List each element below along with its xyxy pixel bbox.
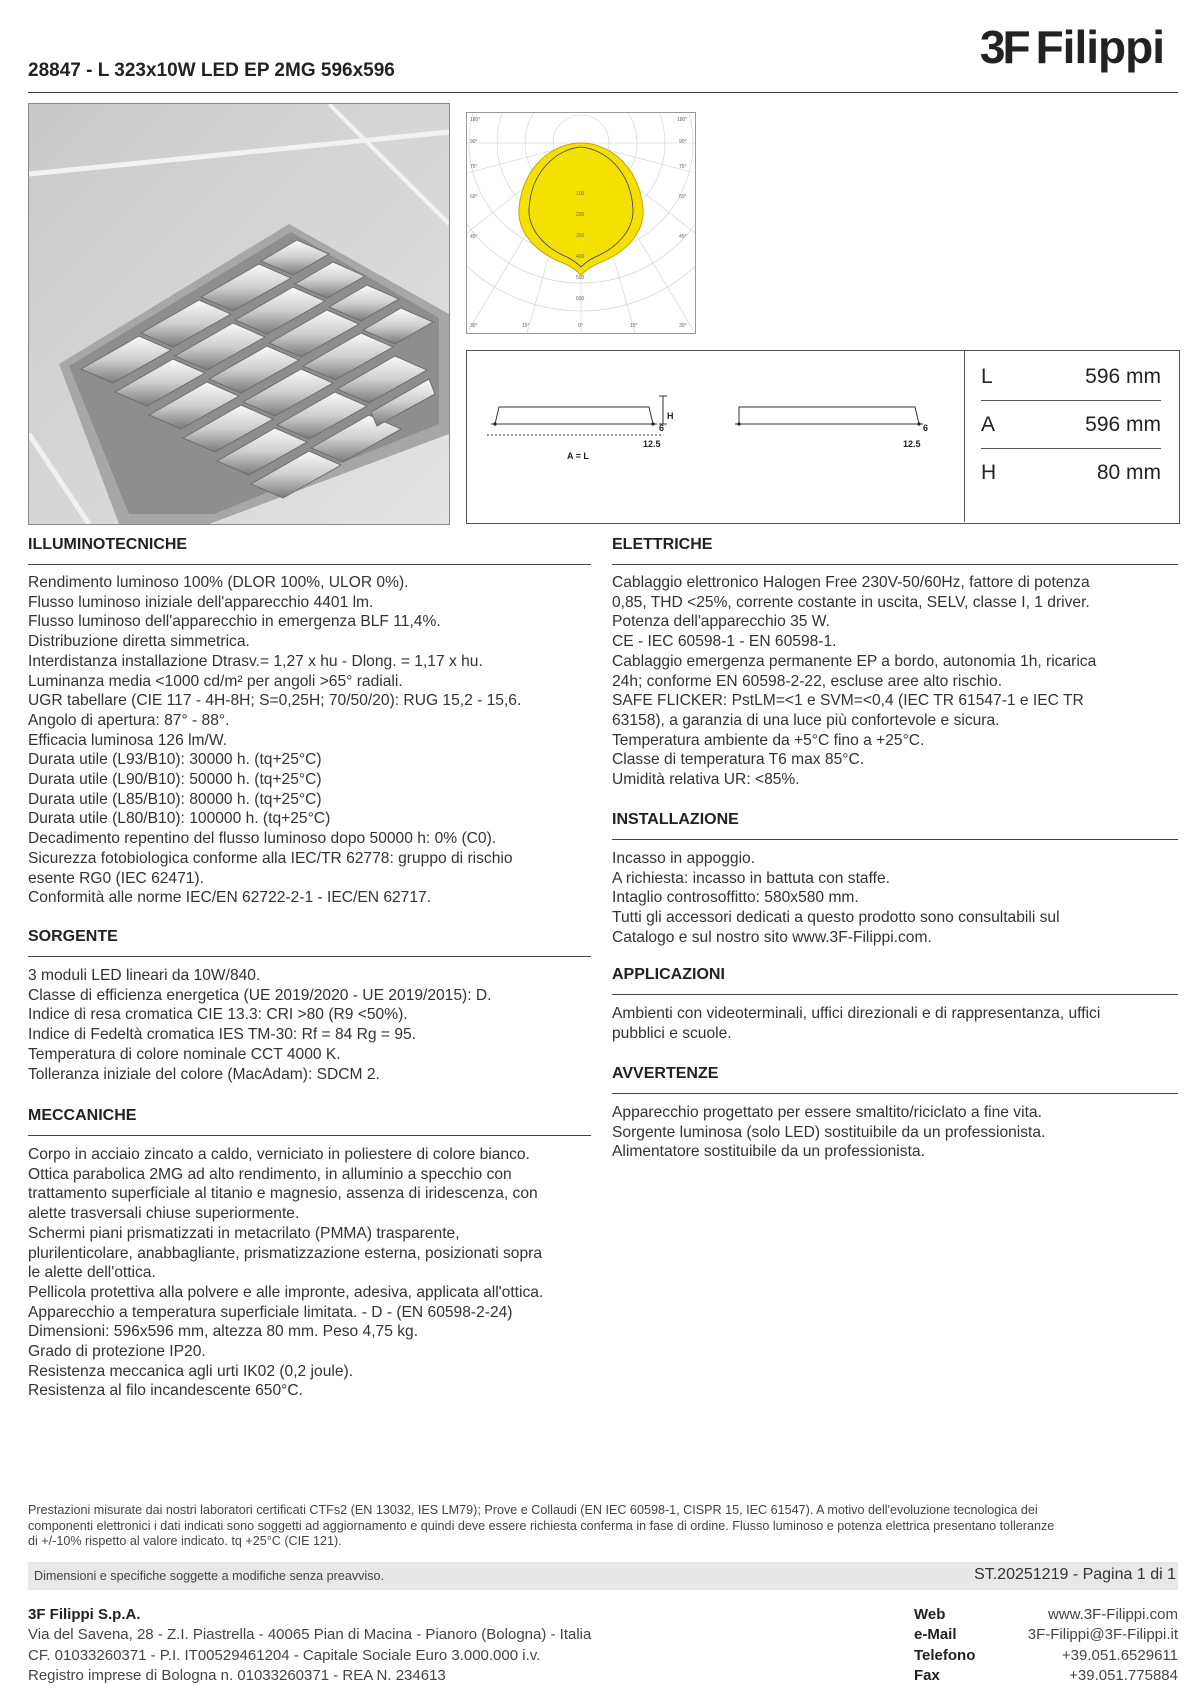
text-line: 0,85, THD <25%, corrente costante in uscita, SELV, classe I, 1 driver.	[612, 593, 1090, 611]
text-line: trattamento superficiale al titanio e magnesio, assenza di iridescenza, con	[28, 1185, 538, 1203]
text-line: Luminanza media <1000 cd/m² per angoli >65° radiali.	[28, 672, 403, 690]
polar-diagram-graphic	[467, 113, 695, 333]
section-divider	[28, 1135, 591, 1136]
polar-angle-bottom-1: 30°	[470, 323, 478, 329]
contact-values	[1028, 1605, 1178, 1686]
text-line: Apparecchio a temperatura superficiale limitata. - D - (EN 60598-2-24)	[28, 1303, 513, 1321]
text-line: SAFE FLICKER: PstLM=<1 e SVM=<0,4 (IEC TR 61547-1 e IEC TR	[612, 692, 1084, 710]
text-line: Decadimento repentino del flusso luminoso dopo 50000 h: 0% (C0).	[28, 830, 497, 848]
section-divider	[612, 1093, 1178, 1094]
polar-angle-left-45: 45°	[470, 234, 478, 240]
text-line: Intaglio controsoffitto: 580x580 mm.	[612, 889, 859, 907]
text-line: Durata utile (L80/B10): 100000 h. (tq+25°C)	[28, 810, 331, 828]
contact-web-link[interactable]: www.3F-Filippi.com	[1047, 1606, 1178, 1623]
contact-phone: +39.051.6529611	[1061, 1646, 1178, 1664]
text-line: Resistenza al filo incandescente 650°C.	[28, 1382, 303, 1400]
text-line: esente RG0 (IEC 62471).	[28, 869, 204, 887]
contact-fax: +39.051.775884	[1069, 1666, 1178, 1684]
text-line: Pellicola protettiva alla polvere e alle impronte, adesiva, applicata all'ottica.	[28, 1283, 544, 1301]
section-divider	[612, 564, 1178, 565]
text-line: Ambienti con videoterminali, uffici direzionali e di rappresentanza, uffici	[612, 1005, 1101, 1022]
section-title-sorgente: SORGENTE	[28, 928, 118, 945]
text-line: Umidità relativa UR: <85%.	[612, 771, 800, 789]
text-line: 24h; conforme EN 60598-2-22, escluse aree alto rischio.	[612, 672, 1003, 690]
footnote-line: Prestazioni misurate dai nostri laboratori certificati CTFs2 (EN 13032, IES LM79); Prove e Collaudi (EN IEC 60598-1, CISPR 15, IEC 61547). A motivo dell'evoluzione tecnologica dei	[28, 1503, 1038, 1517]
drawing-label-12-5b: 12.5	[903, 439, 921, 449]
text-line: Dimensioni: 596x596 mm, altezza 80 mm. Peso 4,75 kg.	[28, 1323, 419, 1341]
text-line: Incasso in appoggio.	[612, 850, 756, 867]
polar-angle-left-60: 60°	[470, 194, 478, 200]
text-line: pubblici e scuole.	[612, 1024, 732, 1042]
text-line: Flusso luminoso iniziale dell'apparecchio 4401 lm.	[28, 593, 374, 611]
drawing-label-h: H	[667, 411, 674, 421]
text-line: Durata utile (L90/B10): 50000 h. (tq+25°C)	[28, 771, 322, 789]
section-body-sorgente	[28, 966, 491, 1084]
text-line: Temperatura ambiente da +5°C fino a +25°C.	[612, 731, 925, 749]
product-photo	[28, 103, 450, 525]
polar-radial-200: 200	[576, 212, 585, 218]
contact-label-fax: Fax	[914, 1666, 940, 1684]
polar-angle-bottom-3: 0°	[578, 323, 583, 329]
text-line: Catalogo e sul nostro sito www.3F-Filippi.com.	[612, 928, 932, 946]
polar-angle-right-60: 60°	[679, 194, 687, 200]
text-line: Conformità alle norme IEC/EN 62722-2-1 - IEC/EN 62717.	[28, 889, 432, 907]
text-line: Classe di efficienza energetica (UE 2019/2020 - UE 2019/2015): D.	[28, 986, 492, 1004]
polar-radial-600: 600	[576, 296, 585, 302]
text-line: Indice di Fedeltà cromatica IES TM-30: Rf = 84 Rg = 95.	[28, 1026, 417, 1044]
dimension-row-l	[981, 354, 1161, 401]
polar-angle-right-90: 90°	[679, 139, 687, 145]
section-body-avvertenze	[612, 1103, 1045, 1162]
text-line: Tutti gli accessori dedicati a questo prodotto sono consultabili sul	[612, 909, 1060, 927]
text-line: Schermi piani prismatizzati in metacrilato (PMMA) trasparente,	[28, 1224, 460, 1242]
text-line: Rendimento luminoso 100% (DLOR 100%, ULOR 0%).	[28, 574, 409, 591]
dimensions-table	[964, 350, 1179, 522]
text-line: UGR tabellare (CIE 117 - 4H-8H; S=0,25H; 70/50/20): RUG 15,2 - 15,6.	[28, 692, 522, 710]
section-divider	[612, 994, 1178, 995]
polar-angle-top-right: 180°	[677, 117, 688, 123]
section-body-applicazioni	[612, 1004, 1100, 1043]
contact-label-phone: Telefono	[914, 1646, 976, 1664]
contact-label-email: e-Mail	[914, 1626, 957, 1644]
text-line: Apparecchio progettato per essere smaltito/riciclato a fine vita.	[612, 1104, 1042, 1121]
polar-radial-100: 100	[576, 191, 585, 197]
text-line: Cablaggio elettronico Halogen Free 230V-50/60Hz, fattore di potenza	[612, 574, 1090, 591]
company-fiscal: CF. 01033260371 - P.I. IT00529461204 - Capitale Sociale Euro 3.000.000 i.v.	[28, 1646, 541, 1664]
text-line: Interdistanza installazione Dtrasv.= 1,27 x hu - Dlong. = 1,17 x hu.	[28, 652, 483, 670]
drawing-label-6a: 6	[659, 423, 665, 433]
text-line: Potenza dell'apparecchio 35 W.	[612, 613, 830, 631]
text-line: Sicurezza fotobiologica conforme alla IEC/TR 62778: gruppo di rischio	[28, 849, 513, 867]
text-line: Durata utile (L85/B10): 80000 h. (tq+25°C)	[28, 790, 322, 808]
company-registry: Registro imprese di Bologna n. 01033260371 - REA N. 234613	[28, 1666, 446, 1684]
section-divider	[28, 956, 591, 957]
text-line: 3 moduli LED lineari da 10W/840.	[28, 967, 261, 984]
luminaire-photo-illustration	[29, 104, 449, 524]
text-line: Alimentatore sostituibile da un professionista.	[612, 1143, 925, 1161]
polar-angle-left-90: 90°	[470, 139, 478, 145]
technical-drawing	[467, 351, 965, 523]
section-title-meccaniche: MECCANICHE	[28, 1107, 137, 1124]
dimension-label: A	[981, 413, 996, 436]
brand-logo	[979, 21, 1164, 73]
dimension-value: 596 mm	[1085, 365, 1161, 388]
document-title: 28847 - L 323x10W LED EP 2MG 596x596	[28, 60, 395, 81]
text-line: Corpo in acciaio zincato a caldo, verniciato in poliestere di colore bianco.	[28, 1146, 530, 1163]
section-body-illuminotecniche	[28, 573, 521, 908]
dimension-row-h	[981, 450, 1161, 496]
drawing-label-6b: 6	[923, 423, 929, 433]
text-line: Tolleranza iniziale del colore (MacAdam): SDCM 2.	[28, 1065, 380, 1083]
drawing-label-12-5a: 12.5	[643, 439, 661, 449]
dimension-value: 596 mm	[1085, 413, 1161, 436]
section-title-avvertenze: AVVERTENZE	[612, 1065, 719, 1082]
polar-angle-top-left: 180°	[470, 117, 481, 123]
polar-diagram	[466, 112, 696, 334]
text-line: Indice di resa cromatica CIE 13.3: CRI >80 (R9 <50%).	[28, 1006, 408, 1024]
text-line: Resistenza meccanica agli urti IK02 (0,2 joule).	[28, 1362, 354, 1380]
footnote	[28, 1503, 1178, 1550]
text-line: Temperatura di colore nominale CCT 4000 K.	[28, 1045, 341, 1063]
polar-angle-right-75: 75°	[679, 164, 687, 170]
dimension-value: 80 mm	[1096, 461, 1161, 484]
contact-labels	[914, 1605, 975, 1686]
text-line: Sorgente luminosa (solo LED) sostituibile da un professionista.	[612, 1123, 1046, 1141]
company-info	[28, 1605, 591, 1686]
contact-email-link[interactable]: 3F-Filippi@3F-Filippi.it	[1027, 1626, 1178, 1644]
document-code: ST.20251219 - Pagina 1 di 1	[974, 1566, 1176, 1583]
polar-angle-left-75: 75°	[470, 164, 478, 170]
section-divider	[612, 839, 1178, 840]
text-line: Flusso luminoso dell'apparecchio in emergenza BLF 11,4%.	[28, 613, 441, 631]
header-divider	[28, 92, 1178, 93]
dimension-label: H	[981, 461, 997, 484]
text-line: Grado di protezione IP20.	[28, 1343, 206, 1361]
disclaimer-bar	[28, 1562, 1178, 1590]
text-line: Classe di temperatura T6 max 85°C.	[612, 751, 865, 769]
polar-angle-bottom-5: 30°	[679, 323, 687, 329]
footnote-line: di +/-10% rispetto al valore indicato. tq +25°C (CIE 121).	[28, 1534, 342, 1549]
contact-label-web: Web	[914, 1606, 946, 1623]
section-body-elettriche	[612, 573, 1096, 790]
polar-angle-right-45: 45°	[679, 234, 687, 240]
text-line: CE - IEC 60598-1 - EN 60598-1.	[612, 633, 837, 651]
section-title-illuminotecniche: ILLUMINOTECNICHE	[28, 536, 188, 553]
polar-angle-bottom-4: 15°	[630, 323, 638, 329]
drawing-label-al: A = L	[567, 451, 589, 461]
footnote-line: componenti elettronici i dati indicati sono soggetti ad aggiornamento e quindi deve essere richiesta conferma in fase di ordine. Flusso luminoso e potenza elettrica presentano tolleranze	[28, 1518, 1055, 1533]
disclaimer-text: Dimensioni e specifiche soggette a modifiche senza preavviso.	[34, 1569, 385, 1583]
section-title-elettriche: ELETTRICHE	[612, 536, 713, 553]
company-address: Via del Savena, 28 - Z.I. Piastrella - 40065 Pian di Macina - Pianoro (Bologna) - Italia	[28, 1626, 592, 1644]
text-line: Ottica parabolica 2MG ad alto rendimento, in alluminio a specchio con	[28, 1165, 512, 1183]
text-line: 63158), a garanzia di una luce più confortevole e sicura.	[612, 711, 1000, 729]
section-divider	[28, 564, 591, 565]
polar-radial-500: 500	[576, 275, 585, 281]
section-title-applicazioni: APPLICAZIONI	[612, 966, 725, 983]
text-line: alette trasversali chiuse superiormente.	[28, 1205, 300, 1223]
text-line: Cablaggio emergenza permanente EP a bordo, autonomia 1h, ricarica	[612, 652, 1097, 670]
text-line: le alette dell'ottica.	[28, 1264, 156, 1282]
polar-radial-300: 300	[576, 233, 585, 239]
text-line: plurilenticolare, anabbagliante, prismatizzazione esterna, posizionati sopra	[28, 1244, 543, 1262]
brand-mark: 3F	[979, 21, 1028, 73]
dimension-label: L	[981, 365, 993, 388]
text-line: Efficacia luminosa 126 lm/W.	[28, 731, 228, 749]
company-name: 3F Filippi S.p.A.	[28, 1606, 141, 1623]
text-line: Angolo di apertura: 87° - 88°.	[28, 711, 230, 729]
dimension-row-a	[981, 402, 1161, 449]
polar-angle-bottom-2: 15°	[522, 323, 530, 329]
section-body-meccaniche	[28, 1145, 543, 1401]
text-line: Durata utile (L93/B10): 30000 h. (tq+25°C)	[28, 751, 322, 769]
text-line: Distribuzione diretta simmetrica.	[28, 633, 250, 651]
text-line: A richiesta: incasso in battuta con staffe.	[612, 869, 890, 887]
brand-name: Filippi	[1035, 21, 1164, 73]
polar-radial-400: 400	[576, 254, 585, 260]
section-body-installazione	[612, 849, 1060, 948]
section-title-installazione: INSTALLAZIONE	[612, 811, 739, 828]
